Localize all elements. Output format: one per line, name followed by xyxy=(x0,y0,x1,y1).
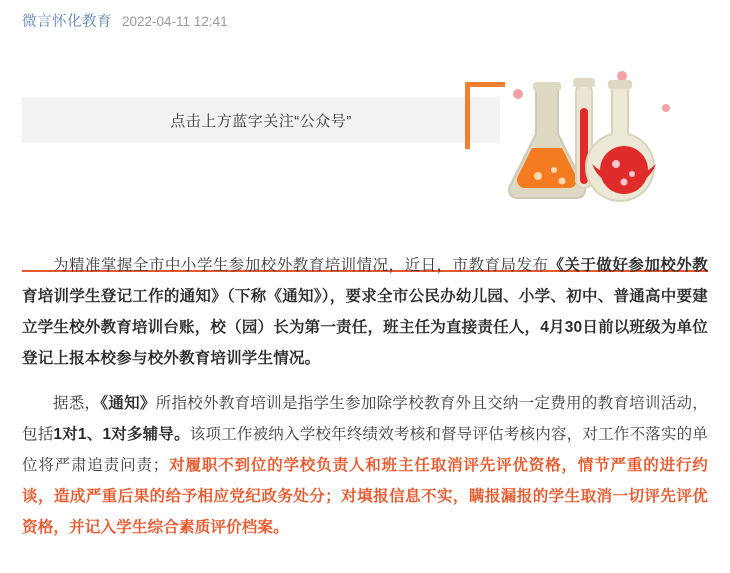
orange-bracket-decoration xyxy=(465,82,505,149)
banner-section xyxy=(0,58,730,218)
follow-cta-bar[interactable] xyxy=(22,97,500,143)
p2-seg3: 所指校外教育培训是指学生参加除学校教育外且交纳一定费用的教育培训活动，包括 xyxy=(22,395,708,443)
p2-tutoring-types: 1对1、1对多辅导。 xyxy=(53,426,190,443)
p2-seg1: 据悉， xyxy=(53,395,101,412)
paragraph-2 xyxy=(22,388,708,543)
article-body xyxy=(22,250,708,557)
account-name[interactable]: 微言怀化教育 xyxy=(22,14,112,30)
p2-notice-short: 《通知》 xyxy=(100,395,156,412)
follow-cta-label: 点击上方蓝字关注“公众号” xyxy=(170,112,352,130)
p1-notice-short: 《通知》 xyxy=(266,288,322,305)
paragraph-1 xyxy=(22,250,708,374)
p2-penalty-highlight: 对履职不到位的学校负责人和班主任取消评先评优资格，情节严重的进行约谈，造成严重后果的给予相应党纪政务处分；对填报信息不实，瞒报漏报的学生取消一切评先评优资格，并记入学生综合素质评价档案。 xyxy=(22,457,708,536)
publish-timestamp: 2022-04-11 12:41 xyxy=(122,14,228,29)
p1-seg3: （下称 xyxy=(226,288,267,305)
p2-seg5: 该项工作被纳入学校年终绩效考核和督导评估考核内容，对工作不落实的单位将严肃追责问责； xyxy=(22,426,708,474)
article-header xyxy=(22,10,228,31)
p1-seg5: ），要求全市公民办幼儿园、小学、初中、普通高中要建立学生校外教育培训台账，校（园）长为第一责任，班主任为直接责任人，4月30日前以班级为单位登记上报本校参与校外教育培训学生情况。 xyxy=(22,288,708,367)
science-flasks-icon xyxy=(500,64,685,209)
p1-seg1: 为精准掌握全市中小学生参加校外教育培训情况，近日，市教育局发布 xyxy=(53,257,549,274)
p1-notice-title: 《关于做好参加校外教育培训学生登记工作的通知》 xyxy=(22,257,708,305)
